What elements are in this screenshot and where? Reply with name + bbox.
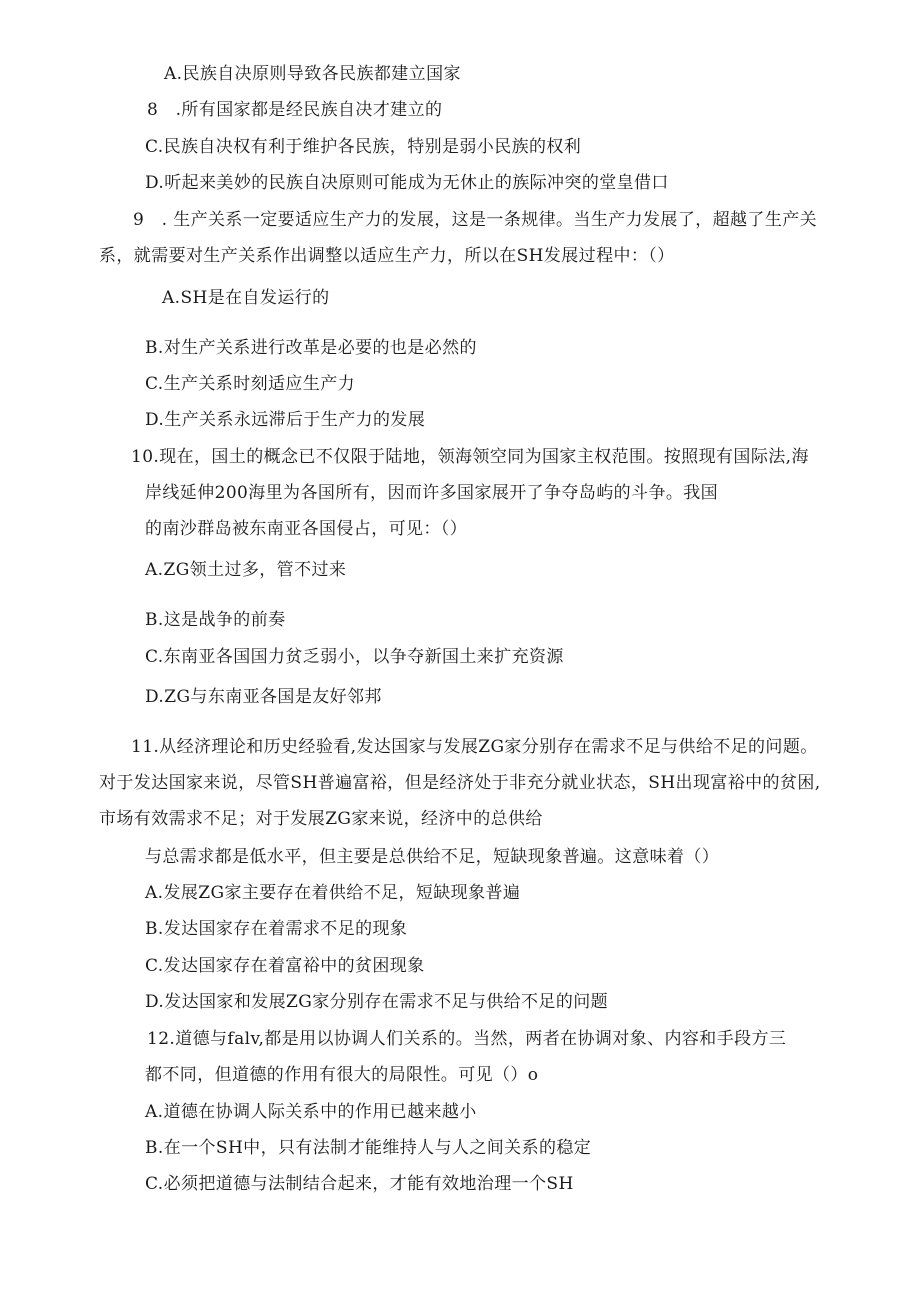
q9-option-a: A.SH是在自发运行的 <box>162 288 330 308</box>
q11-stem-line-3: 市场有效需求不足；对于发展ZG家来说，经济中的总供给 <box>99 809 543 829</box>
q9-stem-line-2: 系，就需要对生产关系作出调整以适应生产力，所以在SH发展过程中：（） <box>99 246 675 266</box>
q10-option-c: C.东南亚各国国力贫乏弱小，以争夺新国土来扩充资源 <box>145 647 564 667</box>
q8-option-b: 8 .所有国家都是经民族自决才建立的 <box>147 100 443 120</box>
q11-option-d: D.发达国家和发展ZG家分别存在需求不足与供给不足的问题 <box>145 992 609 1012</box>
q12-stem-line-2: 都不同，但道德的作用有很大的局限性。可见（）o <box>145 1065 539 1085</box>
q10-stem-line-2: 岸线延伸200海里为各国所有，因而许多国家展开了争夺岛屿的斗争。我国 <box>145 483 719 503</box>
q10-stem-line-3: 的南沙群岛被东南亚各国侵占，可见：（） <box>145 519 468 539</box>
q11-stem-line-2: 对于发达国家来说，尽管SH普遍富裕，但是经济处于非充分就业状态，SH出现富裕中的贫困, <box>99 773 821 793</box>
q9-option-b: B.对生产关系进行改革是必要的也是必然的 <box>145 338 477 358</box>
q12-option-b: B.在一个SH中，只有法制才能维持人与人之间关系的稳定 <box>145 1138 592 1158</box>
q11-option-a: A.发展ZG家主要存在着供给不足，短缺现象普遍 <box>145 883 521 903</box>
q11-option-b: B.发达国家存在着需求不足的现象 <box>145 919 408 939</box>
q10-option-d: D.ZG与东南亚各国是友好邻邦 <box>145 687 382 707</box>
q12-stem-line-1: 12.道德与falv,都是用以协调人们关系的。当然，两者在协调对象、内容和手段方三 <box>147 1029 787 1049</box>
q9-option-d: D.生产关系永远滞后于生产力的发展 <box>145 410 426 430</box>
q10-stem-line-1: 10.现在，国土的概念已不仅限于陆地，领海领空同为国家主权范围。按照现有国际法,海 <box>131 447 809 467</box>
q9-stem-line-1: 9 . 生产关系一定要适应生产力的发展，这是一条规律。当生产力发展了，超越了生产关 <box>133 210 818 230</box>
q9-option-c: C.生产关系时刻适应生产力 <box>145 374 356 394</box>
q11-stem-line-1: 11.从经济理论和历史经验看,发达国家与发展ZG家分别存在需求不足与供给不足的问题。 <box>131 737 818 757</box>
q11-stem-line-4: 与总需求都是低水平，但主要是总供给不足，短缺现象普遍。这意味着（） <box>145 847 720 867</box>
q12-option-c: C.必须把道德与法制结合起来，才能有效地治理一个SH <box>145 1174 574 1194</box>
q8-option-a: A.民族自决原则导致各民族都建立国家 <box>164 64 461 84</box>
q8-option-c: C.民族自决权有利于维护各民族，特别是弱小民族的权利 <box>145 137 582 157</box>
q8-option-d: D.听起来美妙的民族自决原则可能成为无休止的族际冲突的堂皇借口 <box>145 173 669 193</box>
q11-option-c: C.发达国家存在着富裕中的贫困现象 <box>145 956 425 976</box>
q10-option-a: A.ZG领土过多，管不过来 <box>145 560 347 580</box>
q12-option-a: A.道德在协调人际关系中的作用已越来越小 <box>145 1102 477 1122</box>
q10-option-b: B.这是战争的前奏 <box>145 610 286 630</box>
